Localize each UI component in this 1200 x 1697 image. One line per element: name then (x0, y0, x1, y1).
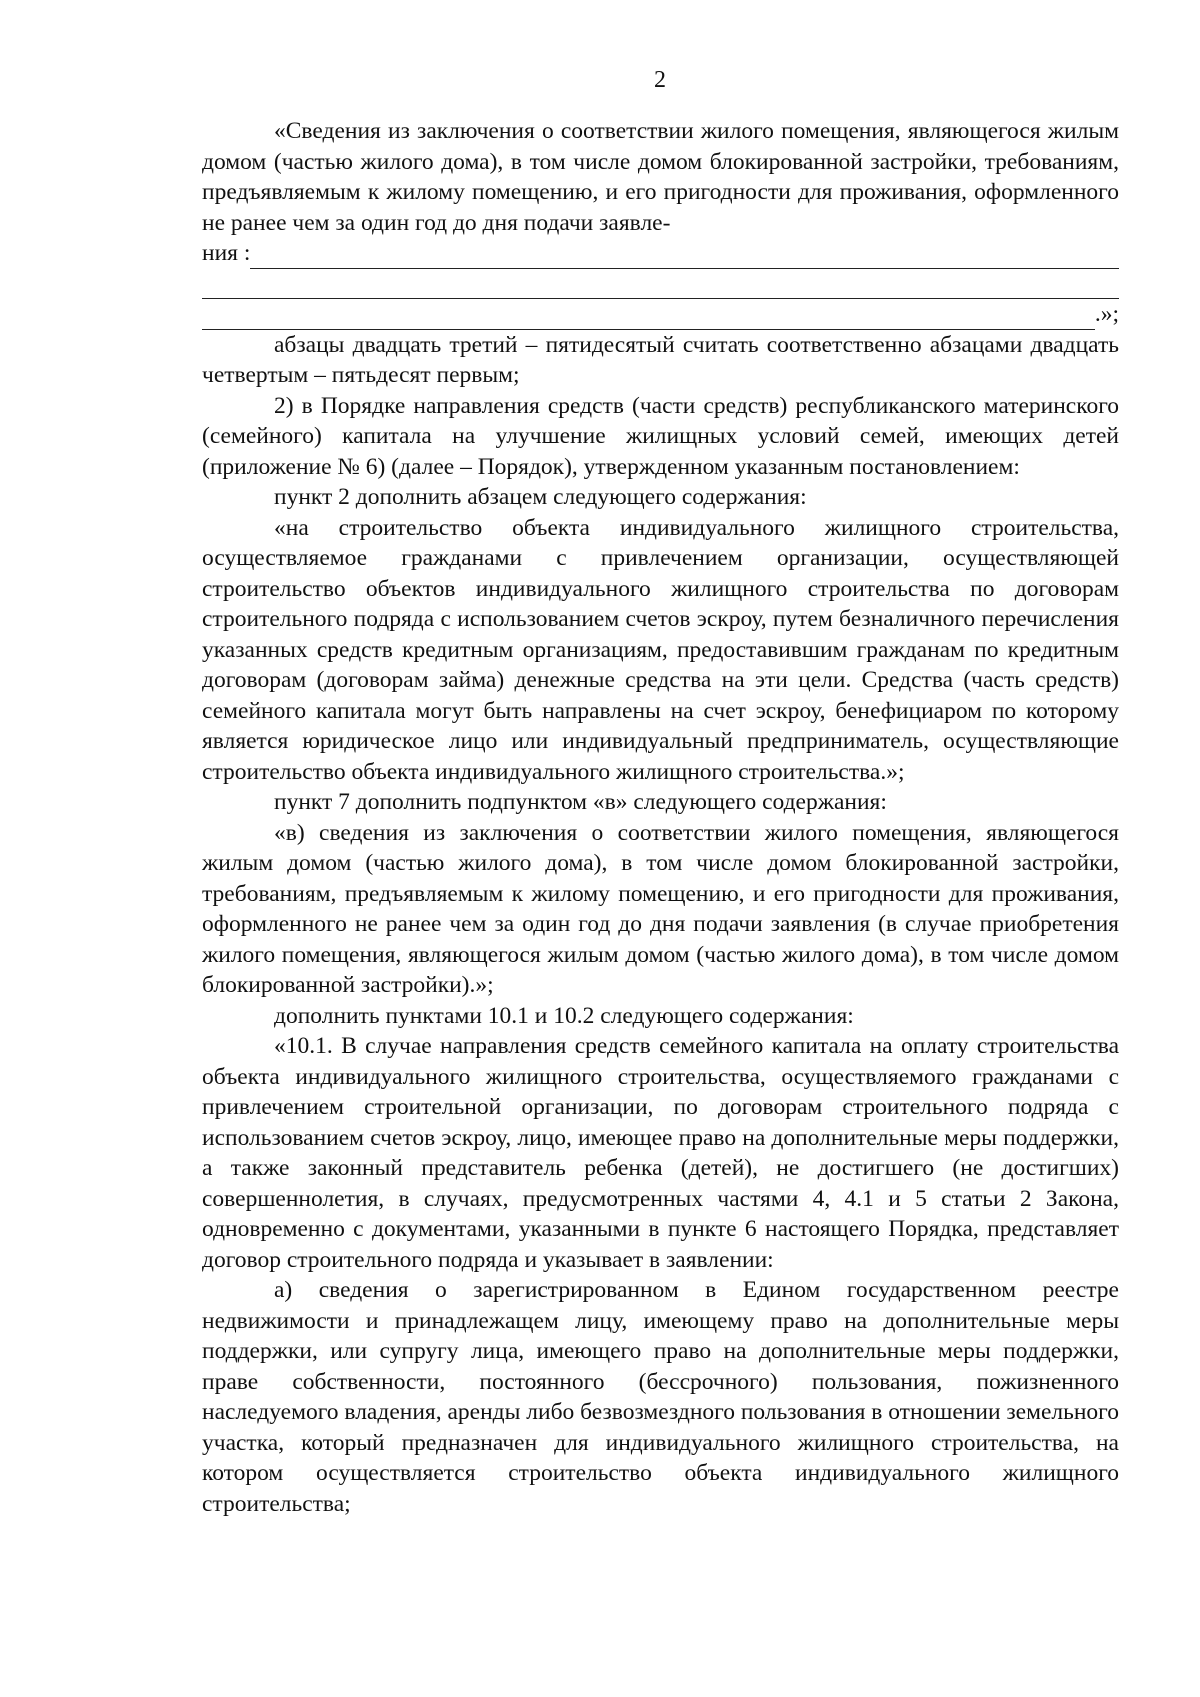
form-field-label: ния : (202, 240, 251, 266)
paragraph: 2) в Порядке направления средств (части средств) республиканского материнского (семейного) капитала на улучшение жилищных условий семей, имеющих детей (приложение № 6) (далее – Порядок), утвержденном указанным постановлением: (202, 392, 1119, 480)
form-fill-line-1 (202, 238, 1119, 269)
paragraph: пункт 2 дополнить абзацем следующего содержания: (274, 484, 807, 510)
form-fill-line-3 (202, 299, 1119, 330)
paragraph: а) сведения о зарегистрированном в Едином государственном реестре недвижимости и принадлежащем лицу, имеющему право на дополнительные меры поддержки, или супругу лица, имеющего право на дополнительные меры поддержки, праве собственности, постоянного (бессрочного) пользования, пожизненного наследуемого владения, аренды либо безвозмездного пользования в отношении земельного участка, который предназначен для индивидуального жилищного строительства, на котором осуществляется строительство объекта индивидуального жилищного строительства; (202, 1277, 1119, 1517)
paragraph: «на строительство объекта индивидуального жилищного строительства, осуществляемое гражданами с привлечением организации, осуществляющей строительство объектов индивидуального жилищного строительства по договорам строительного подряда с использованием счетов эскроу, путем безналичного перечисления указанных средств кредитным организациям, предоставившим гражданам по кредитным договорам (договорам займа) денежные средства на эти цели. Средства (часть средств) семейного капитала могут быть направлены на счет эскроу, бенефициаром по которому является юридическое лицо или индивидуальный предприниматель, осуществляющие строительство объекта индивидуального жилищного строительства.»; (202, 514, 1119, 785)
quoted-form-intro: «Сведения из заключения о соответствии жилого помещения, являющегося жилым домом (частью жилого дома), в том числе домом блокированной застройки, требованиям, предъявляемым к жилому помещению, и его пригодности для проживания, оформленного не ранее чем за один год до дня подачи заявле- (202, 118, 1119, 236)
blank-rule (202, 307, 1095, 330)
paragraph: «в) сведения из заключения о соответствии жилого помещения, являющегося жилым домом (частью жилого дома), в том числе домом блокированной застройки, требованиям, предъявляемым к жилому помещению, и его пригодности для проживания, оформленного не ранее чем за один год до дня подачи заявления (в случае приобретения жилого помещения, являющегося жилым домом (частью жилого дома), в том числе домом блокированной застройки).»; (202, 819, 1119, 998)
document-body (202, 116, 1119, 1519)
blank-rule (250, 246, 1119, 269)
form-field-end: .»; (1094, 301, 1119, 327)
paragraph: «10.1. В случае направления средств семейного капитала на оплату строительства объекта индивидуального жилищного строительства, осуществляемого гражданами с привлечением строительной организации, по договорам строительного подряда с использованием счетов эскроу, лицо, имеющее право на дополнительные меры поддержки, а также законный представитель ребенка (детей), не достигшего (не достигших) совершеннолетия, в случаях, предусмотренных частями 4, 4.1 и 5 статьи 2 Закона, одновременно с документами, указанными в пункте 6 настоящего Порядка, представляет договор строительного подряда и указывает в заявлении: (202, 1033, 1119, 1273)
form-fill-line-2 (202, 269, 1119, 300)
page-number: 2 (654, 67, 666, 93)
paragraph: пункт 7 дополнить подпунктом «в» следующего содержания: (274, 789, 887, 815)
paragraph: абзацы двадцать третий – пятидесятый считать соответственно абзацами двадцать четвертым – пятьдесят первым; (202, 331, 1119, 388)
blank-rule (202, 276, 1119, 299)
paragraph: дополнить пунктами 10.1 и 10.2 следующего содержания: (274, 1002, 854, 1029)
